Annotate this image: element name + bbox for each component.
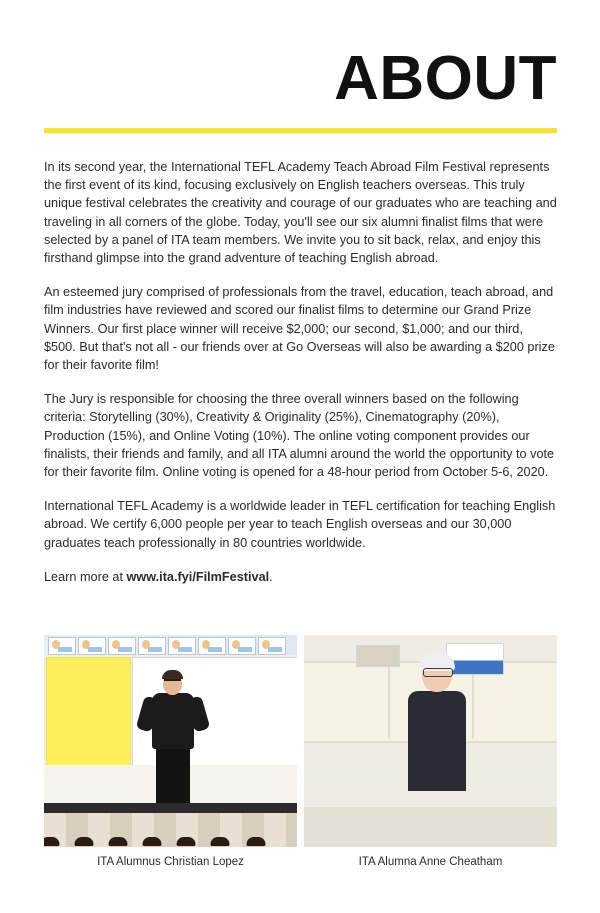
photo-block-anne-cheatham [304,635,557,869]
learn-more-line [44,568,557,586]
paragraph-judging-criteria: The Jury is responsible for choosing the three overall winners based on the following criteria: Storytelling (30%), Creativity & Originality (25%), Cinematography (20%), Production (15%), and Online Voting (10%). The online voting component provides our finalists, their friends and family, and all ITA alumni around the world the opportunity to vote for their favorite film. Online voting is opened for a 48-hour period from October 5-6, 2020. [44,392,555,480]
photo-row [44,635,557,869]
photo-caption-anne-cheatham: ITA Alumna Anne Cheatham [358,856,503,868]
page-title: ABOUT [334,44,557,113]
body-copy [44,158,557,586]
learn-more-prefix: Learn more at [44,569,127,584]
photo-caption-christian-lopez: ITA Alumnus Christian Lopez [97,856,244,868]
title-underline-rule [44,128,557,133]
paragraph-jury-prizes: An esteemed jury comprised of professionals from the travel, education, teach abroad, and film industries have reviewed and scored our finalist films to determine our Grand Prize Winners. Our first place winner will receive $2,000; our second, $1,000; and our third, $500. But that's not all - our friends over at Go Overseas will also be awarding a $200 prize for their favorite film! [44,285,555,373]
film-festival-link[interactable]: www.ita.fyi/FilmFestival [126,569,270,584]
page-content [44,0,557,586]
paragraph-intro: In its second year, the International TEFL Academy Teach Abroad Film Festival represents the first event of its kind, focusing exclusively on English teachers overseas. This truly unique festival celebrates the creativity and courage of our graduates who are teaching and traveling in all corners of the globe. Today, you'll see our six alumni finalist films that were selected by a panel of ITA team members. We invite you to sit back, relax, and enjoy this firsthand glimpse into the grand adventure of teaching English abroad. [44,160,557,266]
learn-more-suffix: . [269,569,273,584]
photo-block-christian-lopez [44,635,297,869]
photo-anne-cheatham [304,635,557,847]
paragraph-about-ita: International TEFL Academy is a worldwide leader in TEFL certification for teaching English abroad. We certify 6,000 people per year to teach English overseas and our 30,000 graduates teach professionally in 80 countries worldwide. [44,499,556,550]
photo-christian-lopez [44,635,297,847]
